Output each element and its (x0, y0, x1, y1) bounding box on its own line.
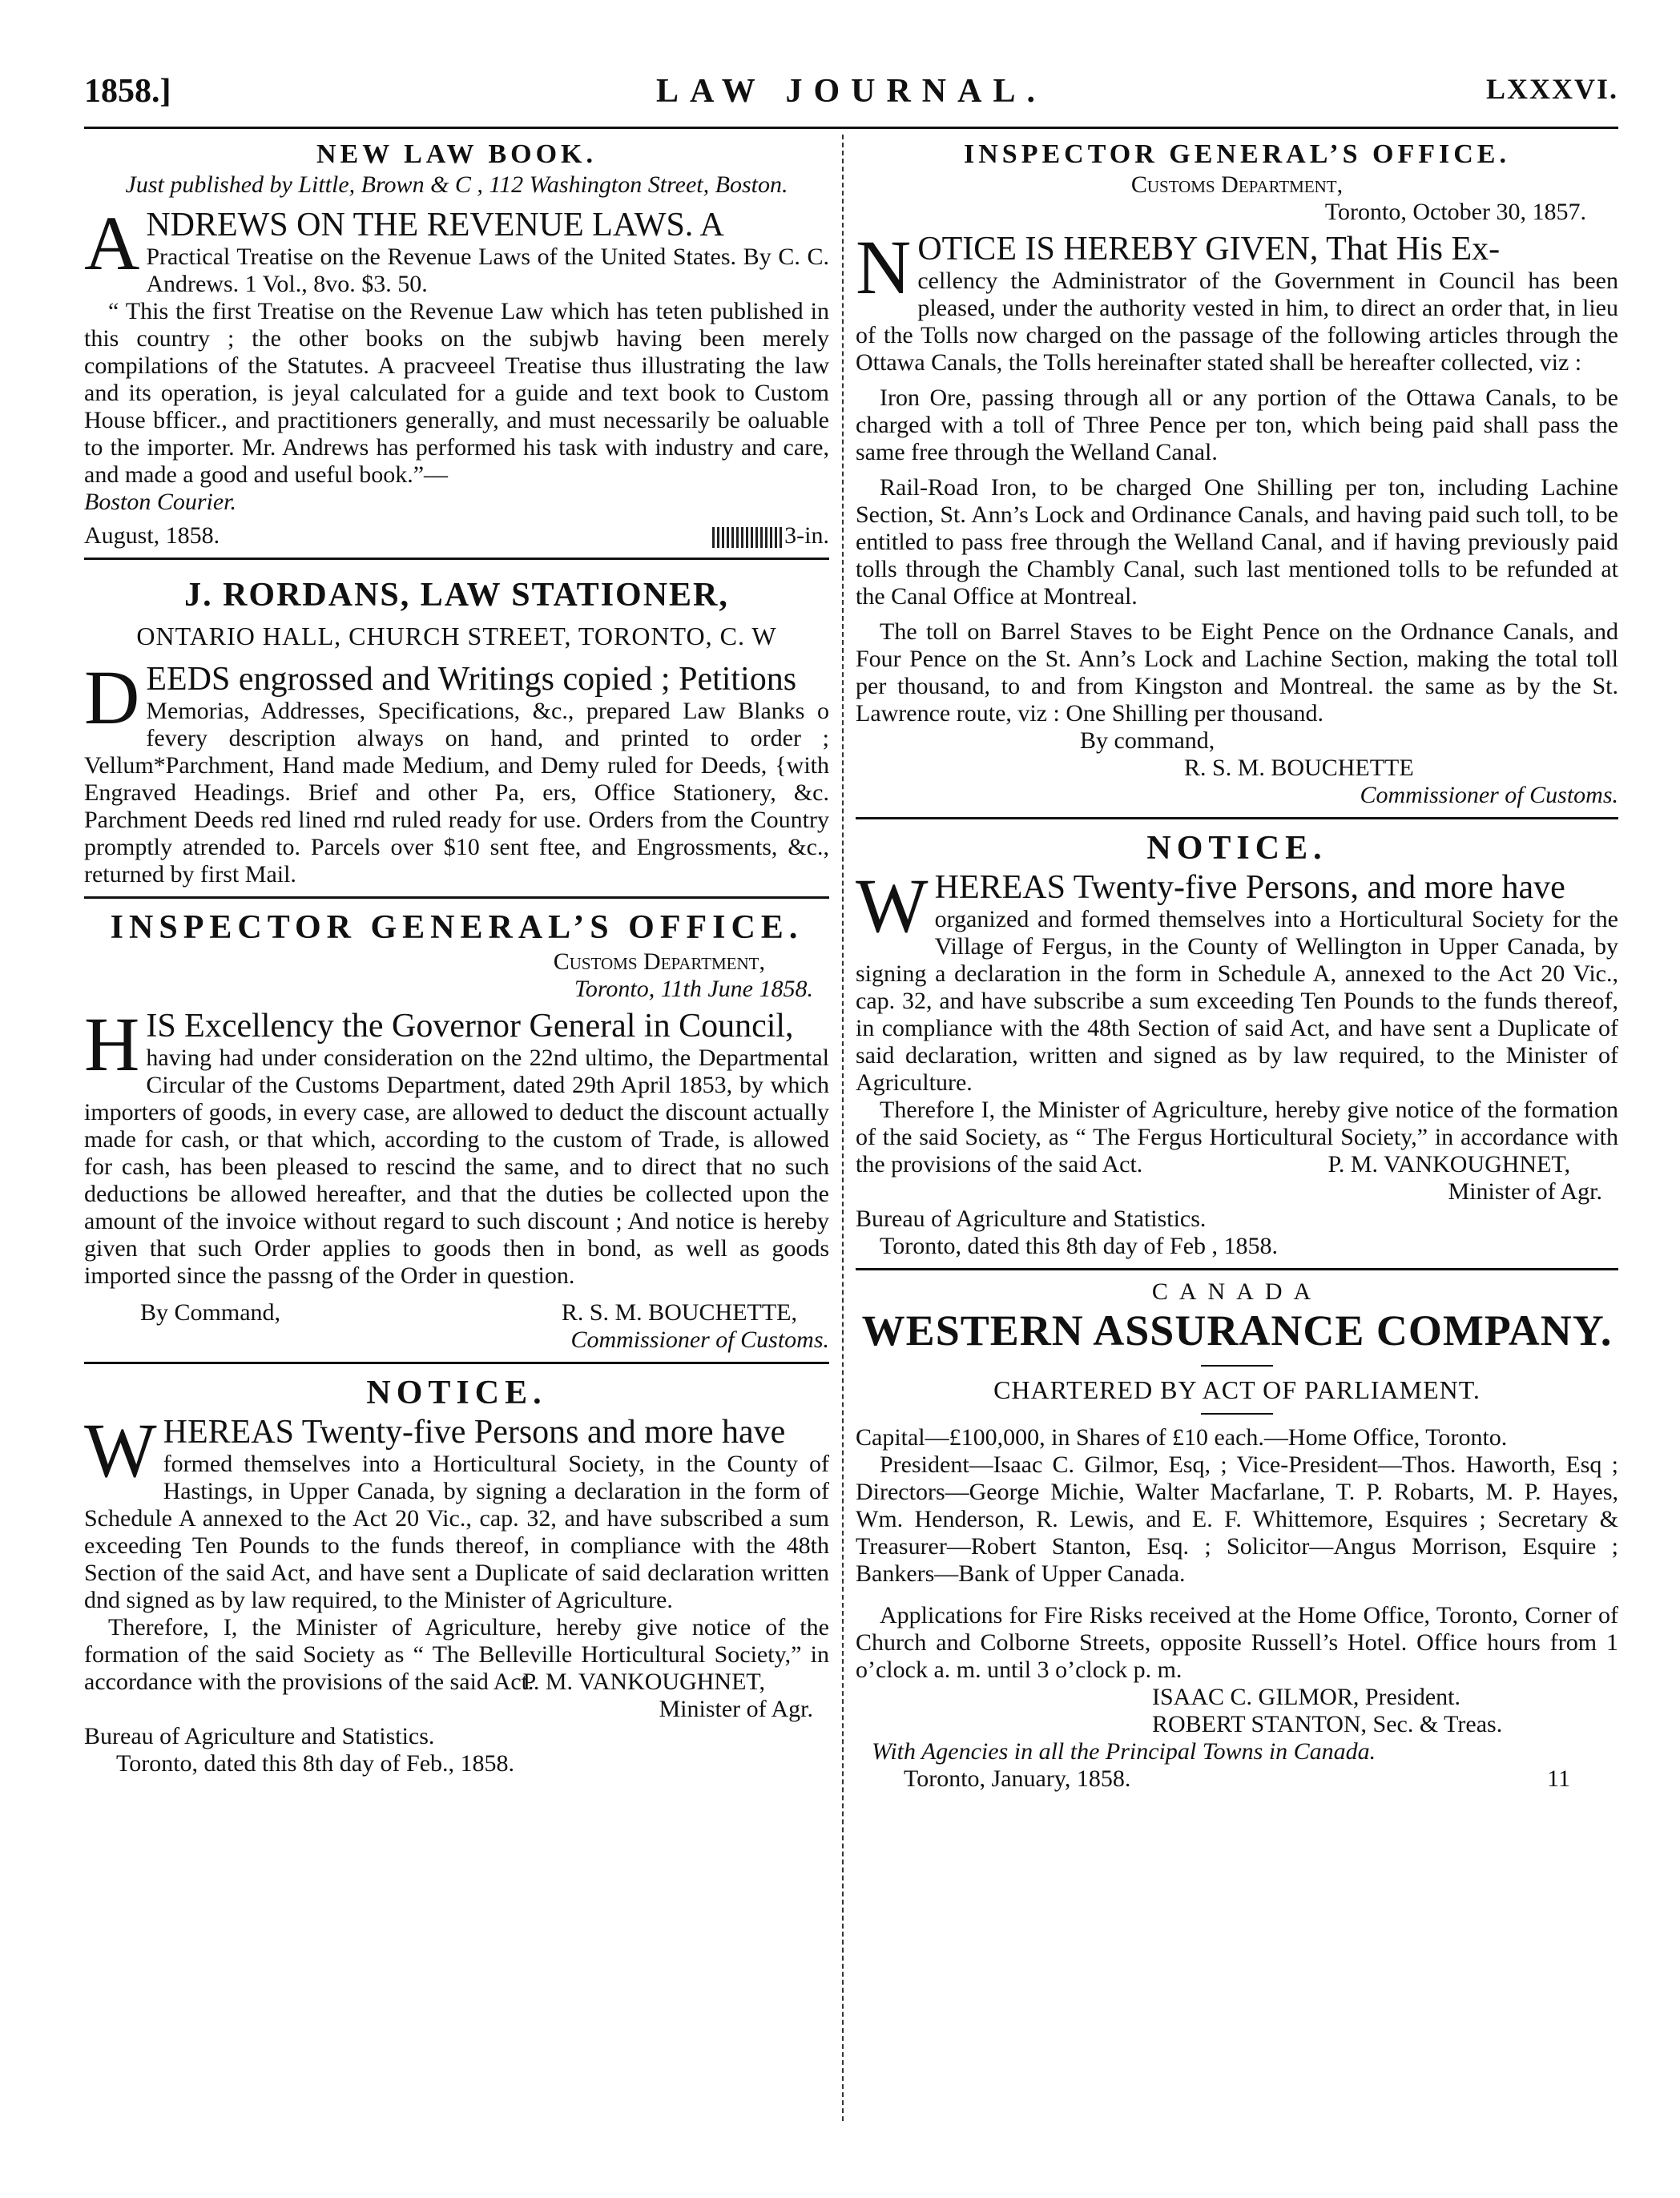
lead-line: EEDS engrossed and Writings copied ; Petitions (146, 661, 797, 698)
section-rule (84, 1362, 829, 1364)
lead-line: NDREWS ON THE REVENUE LAWS. A (146, 207, 724, 244)
column-divider (842, 135, 844, 2121)
notice-body-2: Therefore, I, the Minister of Agriculture, hereby give notice of the formation of the said Society as “ The Belleville Horticultural Society,” in accordance with the provisions of the said Act. (84, 1614, 829, 1695)
stationer-address: ONTARIO HALL, CHURCH STREET, TORONTO, C. W (136, 622, 777, 650)
signatory-role: Minister of Agr. (659, 1696, 813, 1722)
review-source: Boston Courier. (84, 489, 237, 515)
by-command: By command, (1080, 727, 1215, 754)
inspector-general-notice-tolls (856, 138, 1618, 809)
lead-line: HEREAS Twenty-five Persons and more have (163, 1414, 786, 1451)
barrel-staves-paragraph: The toll on Barrel Staves to be Eight Pence on the Ordnance Canals, and Four Pence on the St. Ann’s Lock and Lachine Section, making the total toll per thousand, to and from Kingston and Montreal. the same as by the St. Lawrence route, viz : One Shilling per thousand. (856, 618, 1618, 727)
signatory-role: Minister of Agr. (1448, 1178, 1602, 1205)
bureau-line: Bureau of Agriculture and Statistics. (84, 1723, 435, 1749)
book-details: Practical Treatise on the Revenue Laws of the United States. By C. C. Andrews. 1 Vol., 8vo. $3. 50. (146, 244, 829, 297)
lead-line: IS Excellency the Governor General in Council, (146, 1008, 794, 1045)
section-title: J. RORDANS, LAW STATIONER, (184, 577, 729, 614)
applications-notice: Applications for Fire Risks received at the Home Office, Toronto, Corner of Church and Colborne Streets, opposite Russell’s Hotel. Office hours from 1 o’clock a. m. until 3 o’clock p. m. (856, 1602, 1618, 1683)
officers-list: President—Isaac C. Gilmor, Esq, ; Vice-President—Thos. Haworth, Esq ; Directors—George Michie, Walter Macfarlane, T. P. Robarts, M. P. Hayes, Wm. Henderson, R. Lewis, and E. F. Whittemore, Esquires ; Secretary & Treasurer—Robert Stanton, Esq. ; Solicitor—Angus Morrison, Esquire ; Bankers—Bank of Upper Canada. (856, 1451, 1618, 1587)
drop-cap: W (84, 1407, 157, 1493)
signatory-role: Commissioner of Customs. (1360, 782, 1618, 808)
page-header (84, 72, 1618, 120)
capital-line: Capital—£100,000, in Shares of £10 each.—Home Office, Toronto. (856, 1424, 1508, 1451)
header-page-number: LXXXVI. (1485, 73, 1618, 105)
header-title: LAW JOURNAL. (656, 73, 1046, 110)
signatory-name: P. M. VANKOUGHNET, (1327, 1151, 1570, 1178)
ad-reference: 3-in. (784, 522, 829, 549)
drop-cap: H (84, 1001, 140, 1087)
iron-ore-paragraph: Iron Ore, passing through all or any portion of the Ottawa Canals, to be charged with a toll of Three Pence per ton, which being paid shall pass the same free through the Welland Canal. (856, 384, 1618, 465)
header-rule (84, 127, 1618, 129)
ad-kicker: CANADA (1151, 1278, 1323, 1305)
notice-date: Toronto, dated this 8th day of Feb , 1858. (880, 1233, 1279, 1259)
signatory-name: P. M. VANKOUGHNET, (522, 1669, 765, 1695)
ad-body: Memorias, Addresses, Specifications, &c., prepared Law Blanks o fevery description always on hand, and printed to order ; Vellum*Parchment, Hand made Medium, and Demy ruled for Deeds, {with Engraved Headings. Brief and other Pa, ers, Office Stationery, &c. Parchment Deeds red lined rnd ruled ready for use. Orders from the Country promptly atrended to. Parcels over $10 sent ftee, and Engrossments, &c., returned by first Mail. (84, 698, 829, 888)
by-command: By Command, (140, 1299, 281, 1326)
section-title: NEW LAW BOOK. (316, 139, 597, 169)
drop-cap: D (84, 654, 140, 740)
notice-date: Toronto, October 30, 1857. (1324, 199, 1586, 225)
publisher-line: Just published by Little, Brown & C , 112 Washington Street, Boston. (125, 171, 788, 198)
notice-body: formed themselves into a Horticultural Society, in the County of Hastings, in Upper Canada, by signing a declaration in the form of Schedule A annexed to the Act 20 Vic., cap. 32, and have subscribed a sum exceeding Ten Pounds to the funds thereof, in compliance with the 48th Section of the said Act, and have sent a Duplicate of said declaration written dnd signed as by law required, to the Minister of Agriculture. (84, 1451, 829, 1613)
header-year: 1858.] (84, 73, 171, 110)
printer-mark-icon (712, 527, 784, 548)
ad-number: 11 (1547, 1765, 1570, 1792)
section-title: NOTICE. (1146, 830, 1327, 867)
rail-road-iron-paragraph: Rail-Road Iron, to be charged One Shilling per ton, including Lachine Section, St. Ann’s Lock and Ordinance Canals, and having paid such toll, to be entitled to pass free through the Welland Canal, and if having previously paid tolls through the Chambly Canal, such last mentioned tolls to be refunded at the Canal Office at Montreal. (856, 474, 1618, 610)
agencies-line: With Agencies in all the Principal Towns in Canada. (872, 1738, 1376, 1765)
notice-date: Toronto, dated this 8th day of Feb., 1858. (116, 1750, 515, 1777)
department: Customs Department, (1130, 171, 1344, 198)
drop-cap: W (856, 863, 929, 948)
lead-line: HEREAS Twenty-five Persons, and more have (934, 869, 1565, 906)
section-title: INSPECTOR GENERAL’S OFFICE. (964, 139, 1510, 169)
new-law-book-ad (84, 138, 829, 550)
charter-line: CHARTERED BY ACT OF PARLIAMENT. (993, 1375, 1481, 1404)
western-assurance-ad (856, 1278, 1618, 1793)
title-rule (1201, 1365, 1273, 1367)
inspector-general-notice (84, 907, 829, 1354)
section-rule (856, 1268, 1618, 1270)
drop-cap: A (84, 200, 140, 286)
notice-body: cellency the Administrator of the Government in Council has been pleased, under the authority vested in him, to direct an order that, in lieu of the Tolls now charged on the passage of the following articles through the Ottawa Canals, the Tolls hereinafter stated shall be hereafter collected, viz : (856, 268, 1618, 376)
drop-cap: N (856, 224, 912, 310)
department: Customs Department, (553, 948, 765, 975)
secretary-signature: ROBERT STANTON, Sec. & Treas. (1152, 1711, 1503, 1737)
notice-body: having had under consideration on the 22nd ultimo, the Departmental Circular of the Customs Department, dated 29th April 1853, by which importers of goods, in every case, are allowed to deduct the discount actually made for cash, or that which, according to the custom of Trade, is allowed for cash, has been pleased to rescind the same, and to direct that no such deductions be allowed hereafter, and that the duties be collected upon the amount of the invoice without regard to such discount ; And notice is hereby given that such Order applies to goods then in bond, as well as goods imported since the passng of the Order in question. (84, 1045, 829, 1289)
review-text: “ This the first Treatise on the Revenue Law which has teten published in this country ; the other books on the subjwb having been merely compilations of the Statutes. A pracveeel Treatise thus illustrating the law and its operation, is jeyal calculated for a guide and text book to Custom House bfficer., and practitioners generally, and must necessarily be oaluable to the importer. Mr. Andrews has performed his task with industry and care, and made a good and useful book.”— (84, 298, 829, 488)
section-rule (84, 558, 829, 560)
lead-line: OTICE IS HEREBY GIVEN, That His Ex- (917, 231, 1501, 268)
notice-date: Toronto, 11th June 1858. (574, 976, 813, 1002)
fergus-notice (856, 827, 1618, 1260)
ad-date: August, 1858. (84, 522, 220, 549)
company-name: WESTERN ASSURANCE COMPANY. (861, 1306, 1613, 1355)
ad-date: Toronto, January, 1858. (904, 1765, 1131, 1792)
section-title: INSPECTOR GENERAL’S OFFICE. (110, 909, 804, 946)
title-rule (1201, 1413, 1273, 1415)
signatory-name: R. S. M. BOUCHETTE, (561, 1299, 797, 1326)
section-title: NOTICE. (366, 1375, 547, 1411)
signatory-name: R. S. M. BOUCHETTE (1184, 755, 1414, 781)
rordans-ad (84, 574, 829, 888)
left-column (84, 138, 829, 1777)
right-column (856, 138, 1618, 1793)
president-signature: ISAAC C. GILMOR, President. (1152, 1684, 1461, 1710)
bureau-line: Bureau of Agriculture and Statistics. (856, 1206, 1207, 1232)
notice-body: organized and formed themselves into a Horticultural Society for the Village of Fergus, in the County of Wellington in Upper Canada, by signing a declaration in the form in Schedule A, annexed to the Act 20 Vic., cap. 32, and have subscribe a sum exceeding Ten Pounds to the funds thereof, in compliance with the 48th Section of said Act, and have sent a Duplicate of said declaration, written and signed as by law required, to the Minister of Agriculture. (856, 906, 1618, 1096)
section-rule (84, 896, 829, 899)
signatory-role: Commissioner of Customs. (570, 1326, 829, 1353)
notice-body-2: Therefore I, the Minister of Agriculture, hereby give notice of the formation of the said Society, as “ The Fergus Horticultural Society,” in accordance with the provisions of the said Act. (856, 1097, 1618, 1178)
section-rule (856, 817, 1618, 819)
belleville-notice (84, 1372, 829, 1777)
